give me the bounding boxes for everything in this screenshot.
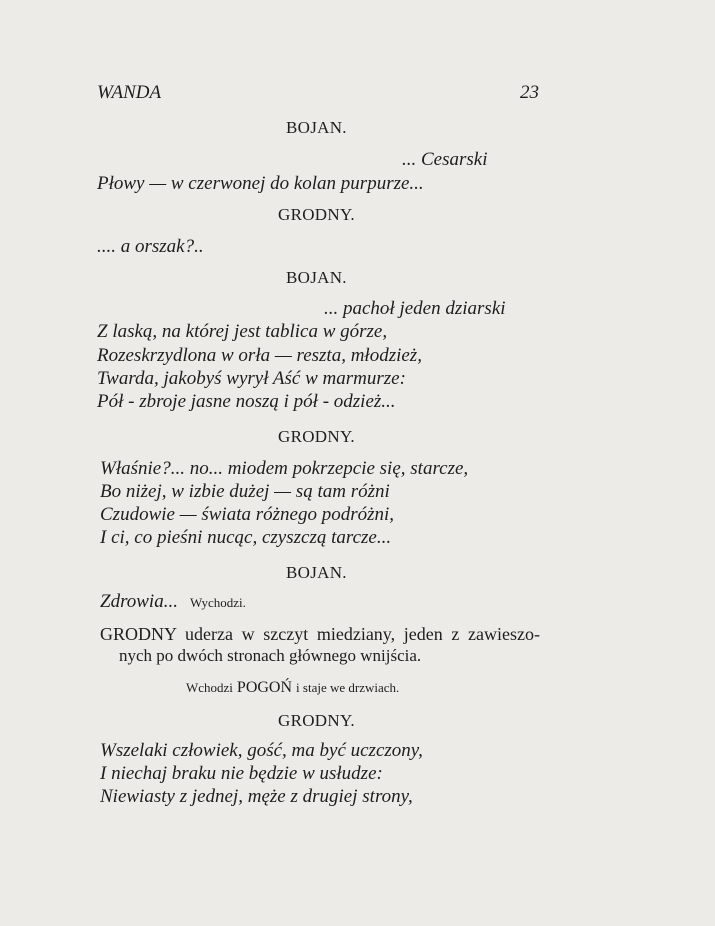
verse-line: Twarda, jakobyś wyrył Aść w marmurze: [97, 368, 406, 389]
verse-line: Właśnie?... no... miodem pokrzepcie się, starcze, [100, 458, 469, 479]
speaker-name: BOJAN. [286, 563, 347, 582]
speaker-name: BOJAN. [286, 268, 347, 287]
stage-direction: Wychodzi. [189, 595, 246, 610]
verse-line: .... a orszak?.. [97, 236, 204, 257]
verse-line: Z laską, na której jest tablica w górze, [97, 321, 388, 342]
speaker-name: GRODNY. [278, 205, 355, 224]
speaker-name: GRODNY. [278, 711, 355, 730]
verse-line: Czudowie — świata różnego podróżni, [100, 504, 395, 525]
verse-line: ... Cesarski [402, 149, 488, 170]
stage-text: uderza w szczyt miedziany, jeden z zawieszo- [184, 624, 540, 644]
stage-direction-line: nych po dwóch stronach głównego wnijścia. [119, 646, 422, 665]
character-name: POGOŃ [236, 679, 293, 696]
running-header: WANDA [97, 82, 162, 103]
verse-text: Zdrowia... [100, 591, 178, 612]
page-number: 23 [520, 82, 539, 103]
verse-line: Bo niżej, w izbie dużej — są tam różni [100, 481, 390, 502]
speaker-name: GRODNY. [278, 427, 355, 446]
stage-direction-line [100, 624, 540, 645]
stage-text: i staje we drzwiach. [296, 680, 400, 695]
verse-line: I ci, co pieśni nucąc, czyszczą tarcze... [100, 527, 392, 548]
verse-line: Pół - zbroje jasne noszą i pół - odzież... [97, 391, 396, 412]
verse-line: Niewiasty z jednej, męże z drugiej strony, [100, 786, 413, 807]
verse-line: Płowy — w czerwonej do kolan purpurze... [97, 173, 424, 194]
verse-line: ... pachoł jeden dziarski [324, 298, 506, 319]
verse-line: I niechaj braku nie będzie w usłudze: [100, 763, 383, 784]
verse-line: Rozeskrzydlona w orła — reszta, młodzież, [97, 345, 422, 366]
verse-line: Wszelaki człowiek, gość, ma być uczczony, [100, 740, 423, 761]
speaker-name: BOJAN. [286, 118, 347, 137]
verse-line-with-direction [100, 591, 246, 613]
character-name: GRODNY [100, 624, 177, 644]
stage-direction-entry [186, 679, 399, 697]
stage-text: Wchodzi [186, 680, 233, 695]
